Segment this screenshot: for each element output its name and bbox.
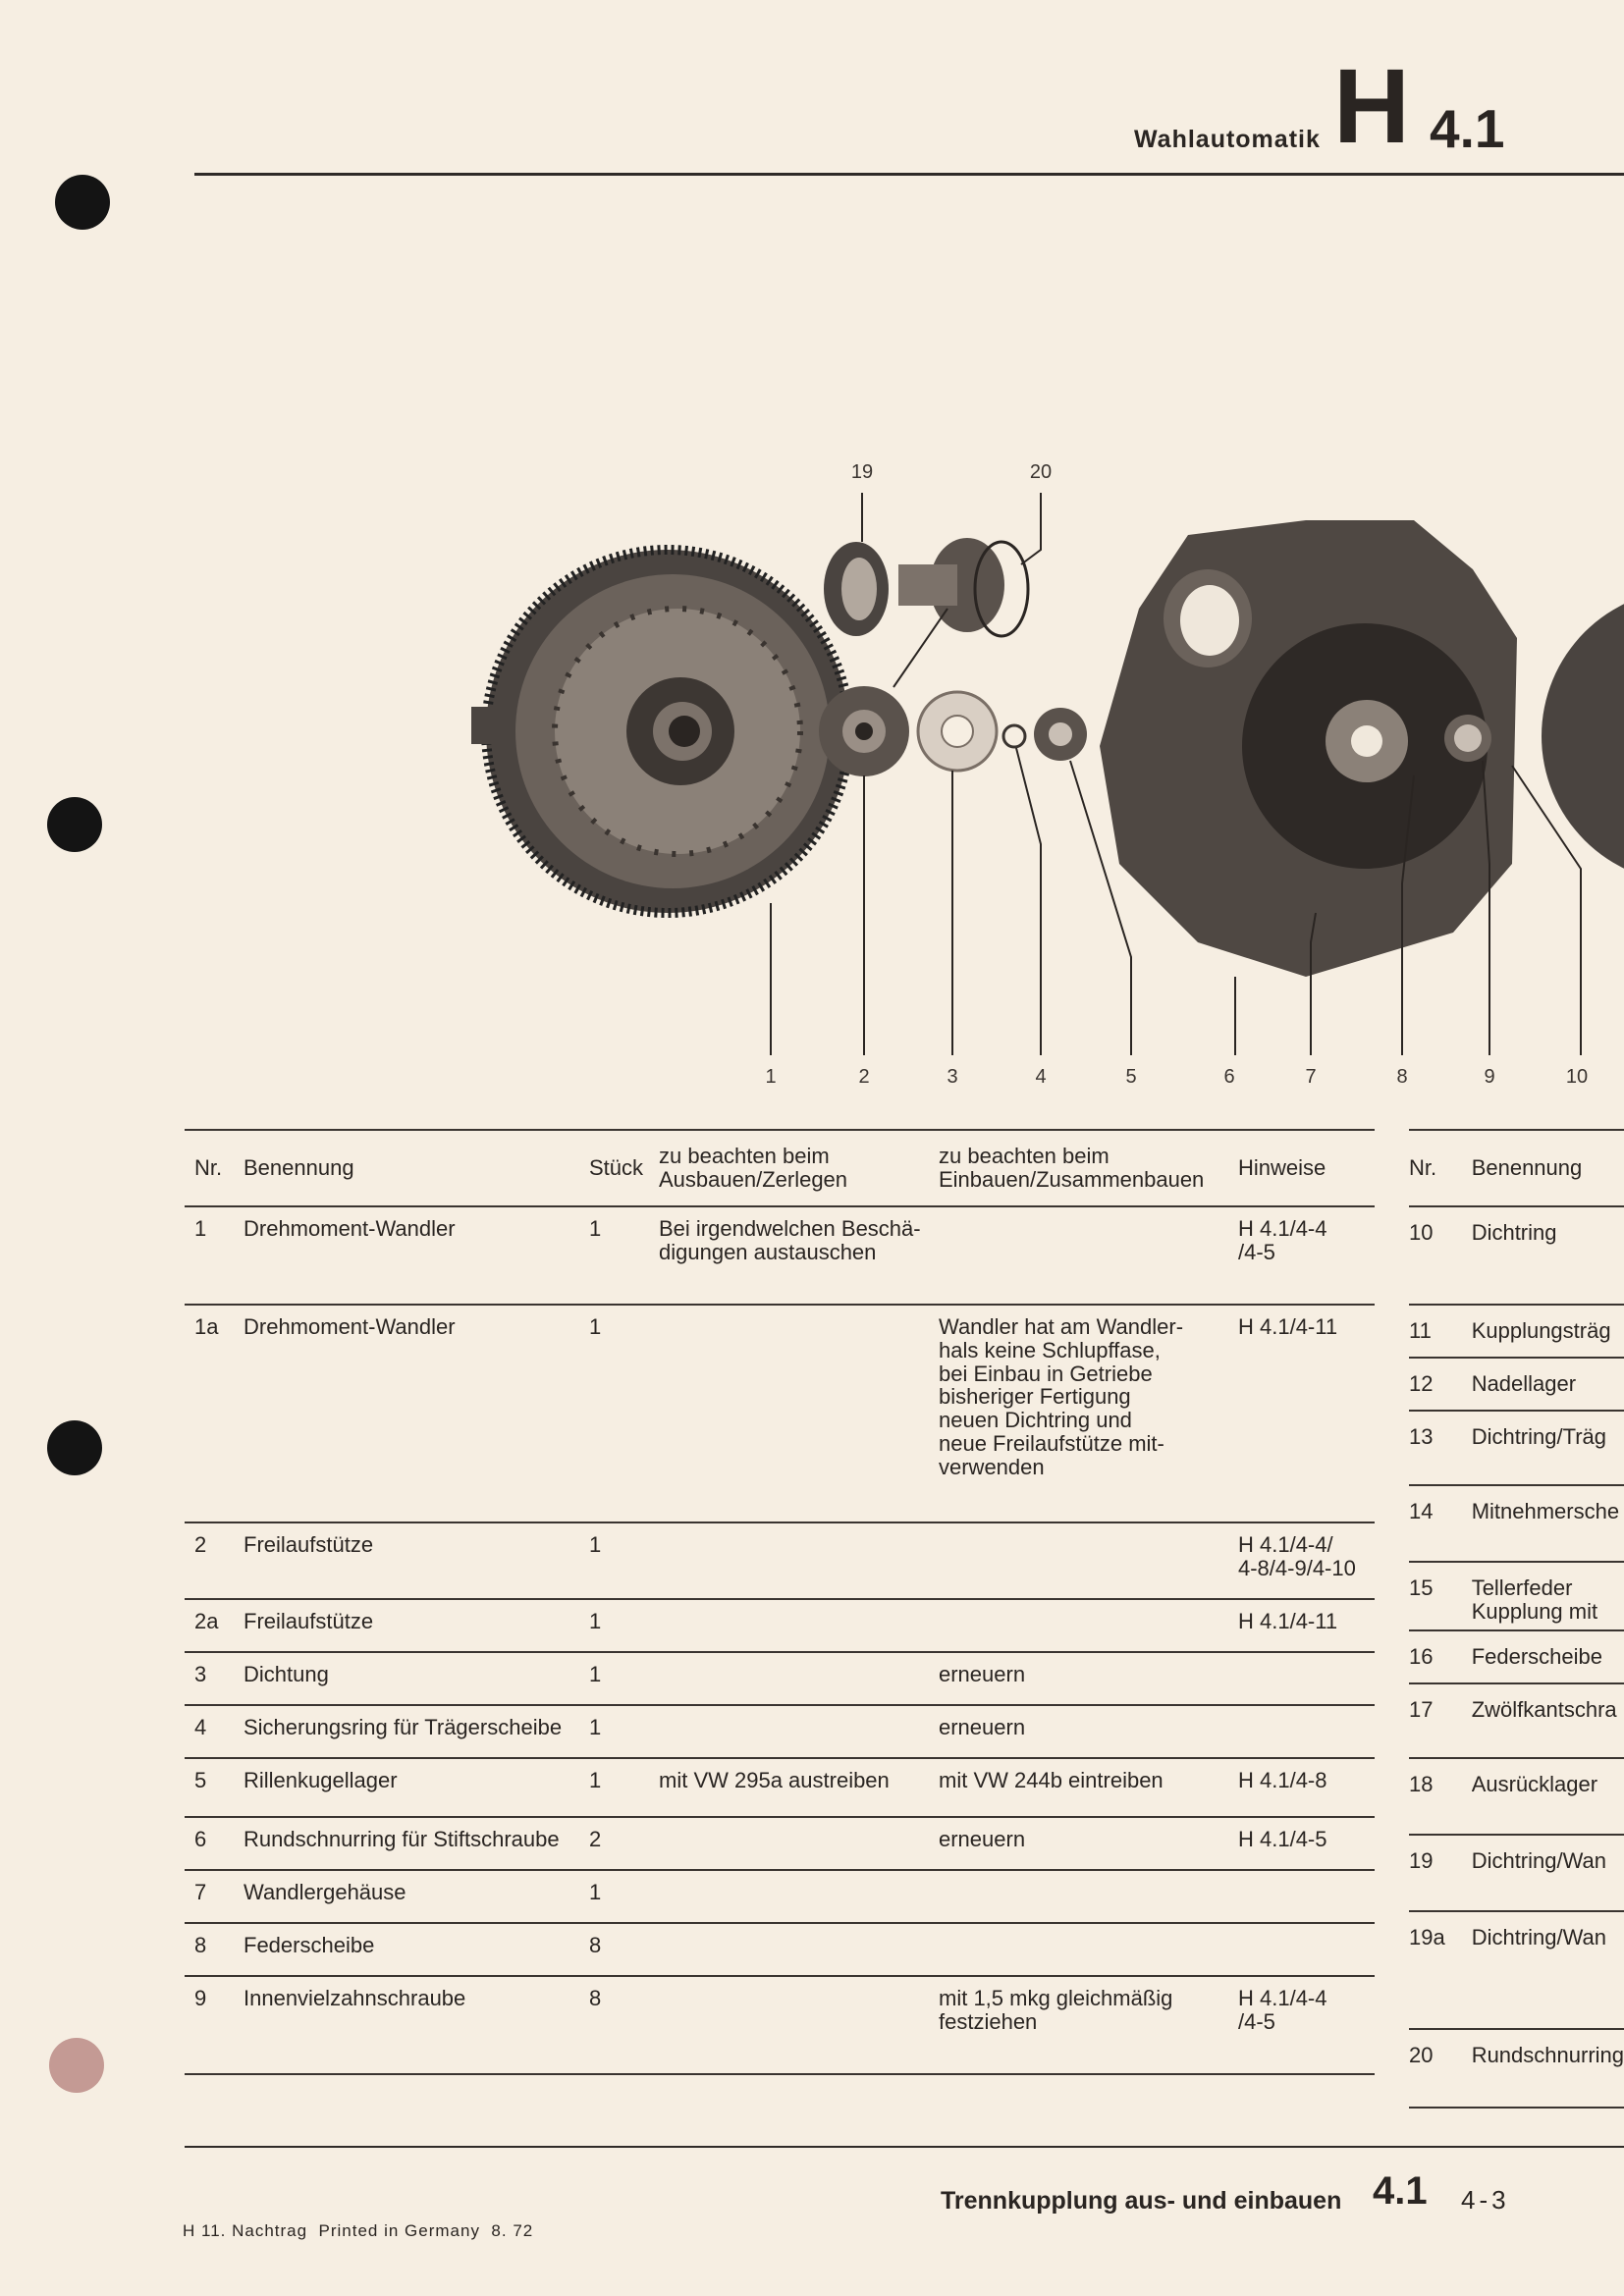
cell-einbauen	[939, 1599, 1238, 1652]
cell-ausbauen: mit VW 295a austreiben	[659, 1758, 939, 1817]
cell-ausbauen	[659, 1522, 939, 1599]
cell-benennung: Nadellager	[1472, 1358, 1624, 1411]
cell-nr: 14	[1409, 1485, 1472, 1562]
parts-table	[185, 1129, 1375, 2075]
table-row	[185, 1305, 1375, 1522]
cell-nr: 12	[1409, 1358, 1472, 1411]
cell-nr: 15	[1409, 1562, 1472, 1630]
cell-nr: 3	[185, 1652, 244, 1705]
section-label: Wahlautomatik	[1134, 126, 1321, 153]
cell-ausbauen	[659, 1305, 939, 1522]
header-benennung: Benennung	[244, 1130, 589, 1206]
exploded-view-illustration	[0, 0, 1624, 1109]
cell-benennung: Rundschnurring für Stiftschraube	[244, 1817, 589, 1870]
table-row	[185, 1705, 1375, 1758]
table-row	[185, 1870, 1375, 1923]
table-row	[185, 1758, 1375, 1817]
cell-nr: 19	[1409, 1835, 1472, 1911]
cell-benennung: Dichtung	[244, 1652, 589, 1705]
cell-ausbauen	[659, 1705, 939, 1758]
cell-benennung: Tellerfeder Kupplung mit	[1472, 1562, 1624, 1630]
cell-ausbauen	[659, 1599, 939, 1652]
cell-hinweise	[1238, 1923, 1375, 1976]
callout-label: 9	[1484, 1066, 1495, 1088]
cell-hinweise: H 4.1/4-4 /4-5	[1238, 1206, 1375, 1305]
cell-hinweise	[1238, 1652, 1375, 1705]
footer-title: Trennkupplung aus- und einbauen	[941, 2187, 1342, 2215]
cell-nr: 9	[185, 1976, 244, 2074]
cell-benennung: Innenvielzahnschraube	[244, 1976, 589, 2074]
table-row	[185, 1923, 1375, 1976]
callout-label: 8	[1396, 1066, 1408, 1088]
callout-label: 2	[858, 1066, 870, 1088]
cell-benennung: Rundschnurring	[1472, 2029, 1624, 2108]
section-letter: H	[1333, 46, 1410, 165]
cell-nr: 2	[185, 1522, 244, 1599]
table-row	[185, 1206, 1375, 1305]
table-row	[1409, 1485, 1624, 1562]
table-row	[1409, 1758, 1624, 1835]
cell-einbauen: erneuern	[939, 1705, 1238, 1758]
cell-nr: 16	[1409, 1630, 1472, 1683]
callout-label: 3	[947, 1066, 958, 1088]
cell-stueck: 8	[589, 1923, 659, 1976]
table-row	[185, 1817, 1375, 1870]
cell-benennung: Ausrücklager	[1472, 1758, 1624, 1835]
cell-benennung: Dichtring/Träg	[1472, 1411, 1624, 1485]
callout-label: 6	[1223, 1066, 1235, 1088]
cell-einbauen	[939, 1870, 1238, 1923]
cell-nr: 13	[1409, 1411, 1472, 1485]
cell-einbauen: mit VW 244b eintreiben	[939, 1758, 1238, 1817]
table-row	[1409, 1630, 1624, 1683]
table-row	[1409, 1206, 1624, 1305]
cell-einbauen: Wandler hat am Wandler- hals keine Schlupffase, bei Einbau in Getriebe bisheriger Fertigung neuen Dichtring und neue Freilaufstütze mit- verwenden	[939, 1305, 1238, 1522]
callout-label: 5	[1125, 1066, 1137, 1088]
cell-benennung: Wandlergehäuse	[244, 1870, 589, 1923]
cell-stueck: 1	[589, 1652, 659, 1705]
cell-nr: 2a	[185, 1599, 244, 1652]
cell-benennung: Zwölfkantschra	[1472, 1683, 1624, 1758]
torque-converter-drawing	[471, 550, 849, 913]
cell-nr: 11	[1409, 1305, 1472, 1358]
binder-hole	[47, 1420, 102, 1475]
section-number: 4.1	[1430, 98, 1505, 159]
cell-einbauen	[939, 1206, 1238, 1305]
cell-benennung: Federscheibe	[1472, 1630, 1624, 1683]
parts-table-continued-header	[1409, 1130, 1624, 1206]
cell-nr: 8	[185, 1923, 244, 1976]
callout-label: 10	[1565, 1066, 1589, 1088]
cell-stueck: 1	[589, 1758, 659, 1817]
cell-benennung: Kupplungsträg	[1472, 1305, 1624, 1358]
cell-benennung: Freilaufstütze	[244, 1522, 589, 1599]
cell-ausbauen	[659, 1652, 939, 1705]
cell-benennung: Freilaufstütze	[244, 1599, 589, 1652]
cell-ausbauen	[659, 1976, 939, 2074]
header-stueck: Stück	[589, 1130, 659, 1206]
cell-hinweise: H 4.1/4-4/ 4-8/4-9/4-10	[1238, 1522, 1375, 1599]
table-row	[185, 1976, 1375, 2074]
cell-einbauen: mit 1,5 mkg gleichmäßig festziehen	[939, 1976, 1238, 2074]
callout-label: 19	[850, 461, 874, 483]
callout-label: 1	[765, 1066, 777, 1088]
table-row	[1409, 1683, 1624, 1758]
cell-ausbauen	[659, 1817, 939, 1870]
cell-stueck: 1	[589, 1705, 659, 1758]
cell-nr: 20	[1409, 2029, 1472, 2108]
table-row	[1409, 1358, 1624, 1411]
cell-stueck: 2	[589, 1817, 659, 1870]
cell-einbauen	[939, 1923, 1238, 1976]
table-row	[1409, 1911, 1624, 2029]
cell-nr: 4	[185, 1705, 244, 1758]
callout-label: 7	[1305, 1066, 1317, 1088]
callout-label: 20	[1029, 461, 1053, 483]
cell-hinweise: H 4.1/4-4 /4-5	[1238, 1976, 1375, 2074]
cell-hinweise	[1238, 1870, 1375, 1923]
cell-nr: 6	[185, 1817, 244, 1870]
cell-benennung: Dichtring/Wan	[1472, 1835, 1624, 1911]
parts-table-continued	[1409, 1129, 1624, 2109]
print-note: H 11. Nachtrag Printed in Germany 8. 72	[183, 2221, 534, 2240]
table-row	[185, 1522, 1375, 1599]
table-row	[1409, 1562, 1624, 1630]
parts-table-continued-body	[1409, 1206, 1624, 2108]
cell-benennung: Dichtring/Wan	[1472, 1911, 1624, 2029]
table-row	[185, 1599, 1375, 1652]
header-nr: Nr.	[1409, 1130, 1472, 1206]
table-row	[1409, 1835, 1624, 1911]
cell-hinweise	[1238, 1705, 1375, 1758]
cell-nr: 18	[1409, 1758, 1472, 1835]
cell-stueck: 1	[589, 1305, 659, 1522]
header-benennung: Benennung	[1472, 1130, 1624, 1206]
footer-section: 4.1	[1373, 2169, 1428, 2213]
header-einbauen: zu beachten beim Einbauen/Zusammenbauen	[939, 1130, 1238, 1206]
table-row	[1409, 1305, 1624, 1358]
cell-nr: 1	[185, 1206, 244, 1305]
callout-label: 4	[1035, 1066, 1047, 1088]
cell-stueck: 1	[589, 1870, 659, 1923]
cell-hinweise: H 4.1/4-5	[1238, 1817, 1375, 1870]
page-number: 4-3	[1461, 2185, 1510, 2215]
cell-einbauen: erneuern	[939, 1652, 1238, 1705]
parts-table-body	[185, 1206, 1375, 2074]
cell-einbauen: erneuern	[939, 1817, 1238, 1870]
cell-einbauen	[939, 1522, 1238, 1599]
cell-hinweise: H 4.1/4-11	[1238, 1305, 1375, 1522]
header-nr: Nr.	[185, 1130, 244, 1206]
cell-ausbauen	[659, 1923, 939, 1976]
table-row	[1409, 1411, 1624, 1485]
cell-benennung: Dichtring	[1472, 1206, 1624, 1305]
cell-benennung: Drehmoment-Wandler	[244, 1305, 589, 1522]
parts-table-header	[185, 1130, 1375, 1206]
footer-rule	[185, 2146, 1624, 2148]
cell-nr: 19a	[1409, 1911, 1472, 2029]
cell-nr: 1a	[185, 1305, 244, 1522]
cell-nr: 10	[1409, 1206, 1472, 1305]
cell-benennung: Rillenkugellager	[244, 1758, 589, 1817]
table-row	[1409, 2029, 1624, 2108]
table-row	[185, 1652, 1375, 1705]
cell-ausbauen	[659, 1870, 939, 1923]
cell-hinweise: H 4.1/4-11	[1238, 1599, 1375, 1652]
cell-stueck: 1	[589, 1599, 659, 1652]
cell-benennung: Federscheibe	[244, 1923, 589, 1976]
cell-nr: 7	[185, 1870, 244, 1923]
binder-hole	[49, 2038, 104, 2093]
cell-stueck: 1	[589, 1522, 659, 1599]
header-hinweise: Hinweise	[1238, 1130, 1375, 1206]
header-ausbauen: zu beachten beim Ausbauen/Zerlegen	[659, 1130, 939, 1206]
cell-benennung: Sicherungsring für Trägerscheibe	[244, 1705, 589, 1758]
cell-nr: 17	[1409, 1683, 1472, 1758]
cell-benennung: Mitnehmersche	[1472, 1485, 1624, 1562]
cell-hinweise: H 4.1/4-8	[1238, 1758, 1375, 1817]
converter-housing-drawing	[1100, 520, 1517, 977]
cell-ausbauen: Bei irgendwelchen Beschä- digungen austauschen	[659, 1206, 939, 1305]
cell-nr: 5	[185, 1758, 244, 1817]
cell-stueck: 8	[589, 1976, 659, 2074]
cell-benennung: Drehmoment-Wandler	[244, 1206, 589, 1305]
cell-stueck: 1	[589, 1206, 659, 1305]
